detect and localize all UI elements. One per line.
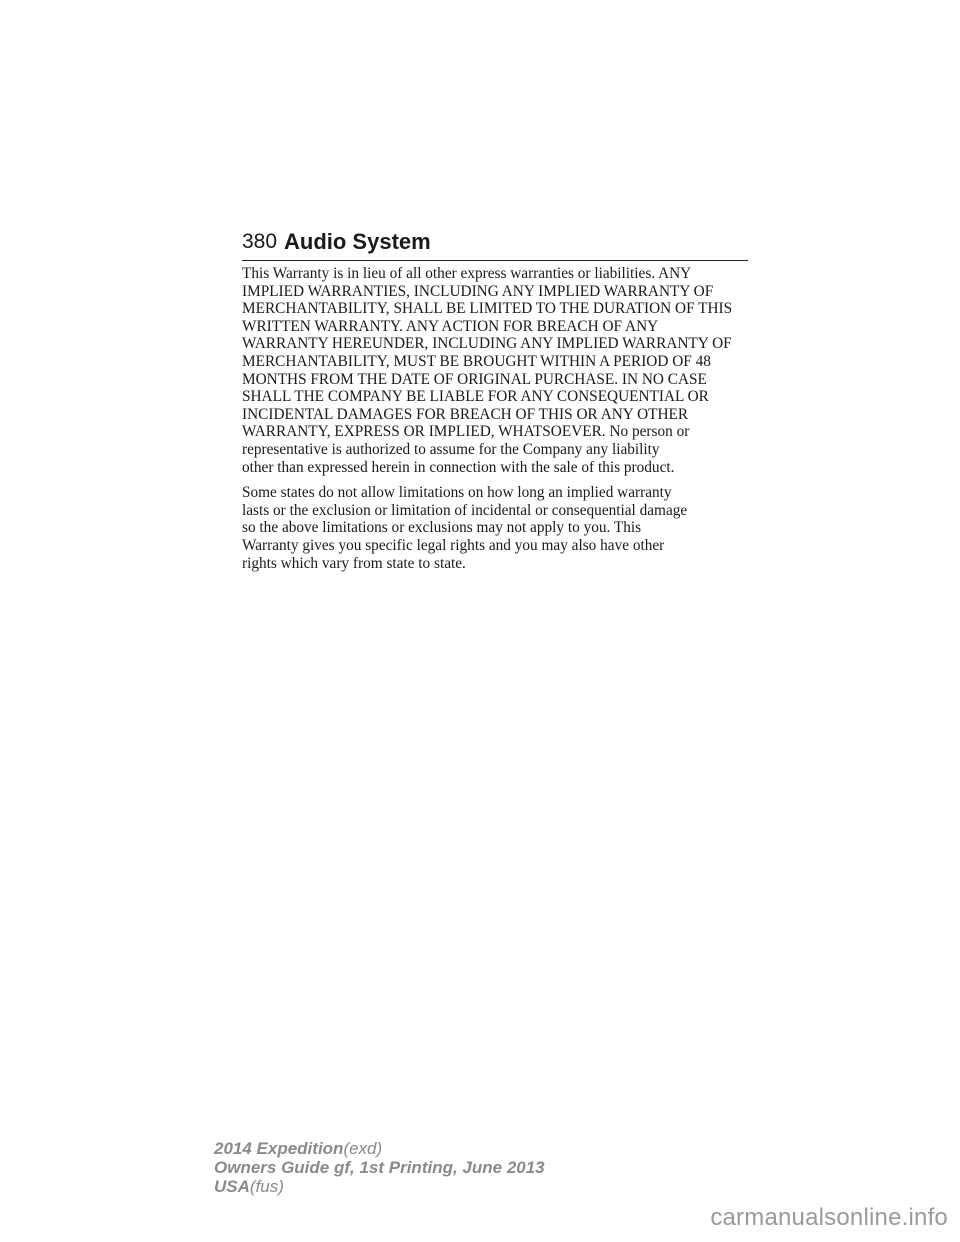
page-number: 380 [242,230,278,253]
footer-printing: Owners Guide gf, 1st Printing, June 2013 [214,1158,545,1177]
text-line: other than expressed herein in connection with the sale of this product. [242,458,675,476]
footer-market: USA [214,1177,250,1196]
paragraph-warranty-disclaimer [242,265,752,476]
body-text [242,265,752,580]
page-header [242,228,748,261]
text-line: INCIDENTAL DAMAGES FOR BREACH OF THIS OR ANY OTHER [242,405,689,423]
text-line: MERCHANTABILITY, MUST BE BROUGHT WITHIN A PERIOD OF 48 [242,352,711,370]
text-line: Warranty gives you specific legal rights and you may also have other [242,536,665,554]
text-line: This Warranty is in lieu of all other express warranties or liabilities. ANY [242,265,692,282]
footer-line-model [214,1139,545,1158]
section-title: Audio System [284,229,431,254]
footer-model: 2014 Expedition [214,1139,344,1158]
text-line: so the above limitations or exclusions may not apply to you. This [242,519,642,537]
footer-model-code: (exd) [343,1139,383,1158]
paragraph-state-rights [242,484,752,572]
text-line: WRITTEN WARRANTY. ANY ACTION FOR BREACH OF ANY [242,317,659,335]
text-line: representative is authorized to assume for the Company any liability [242,440,660,458]
text-line: IMPLIED WARRANTIES, INCLUDING ANY IMPLIED WARRANTY OF [242,282,714,300]
watermark: carmanualsonline.info [710,1204,948,1231]
footer-line-market [214,1177,545,1196]
text-line: MONTHS FROM THE DATE OF ORIGINAL PURCHASE. IN NO CASE [242,370,707,388]
text-line: rights which vary from state to state. [242,554,466,572]
text-line: SHALL THE COMPANY BE LIABLE FOR ANY CONSEQUENTIAL OR [242,388,709,406]
text-line: lasts or the exclusion or limitation of incidental or consequential damage [242,501,688,519]
text-line: Some states do not allow limitations on how long an implied warranty [242,484,672,502]
footer-market-code: (fus) [249,1177,284,1196]
text-line: WARRANTY HEREUNDER, INCLUDING ANY IMPLIED WARRANTY OF [242,335,732,353]
document-footer [214,1139,545,1196]
text-line: WARRANTY, EXPRESS OR IMPLIED, WHATSOEVER. No person or [242,423,690,441]
text-line: MERCHANTABILITY, SHALL BE LIMITED TO THE DURATION OF THIS [242,300,733,318]
